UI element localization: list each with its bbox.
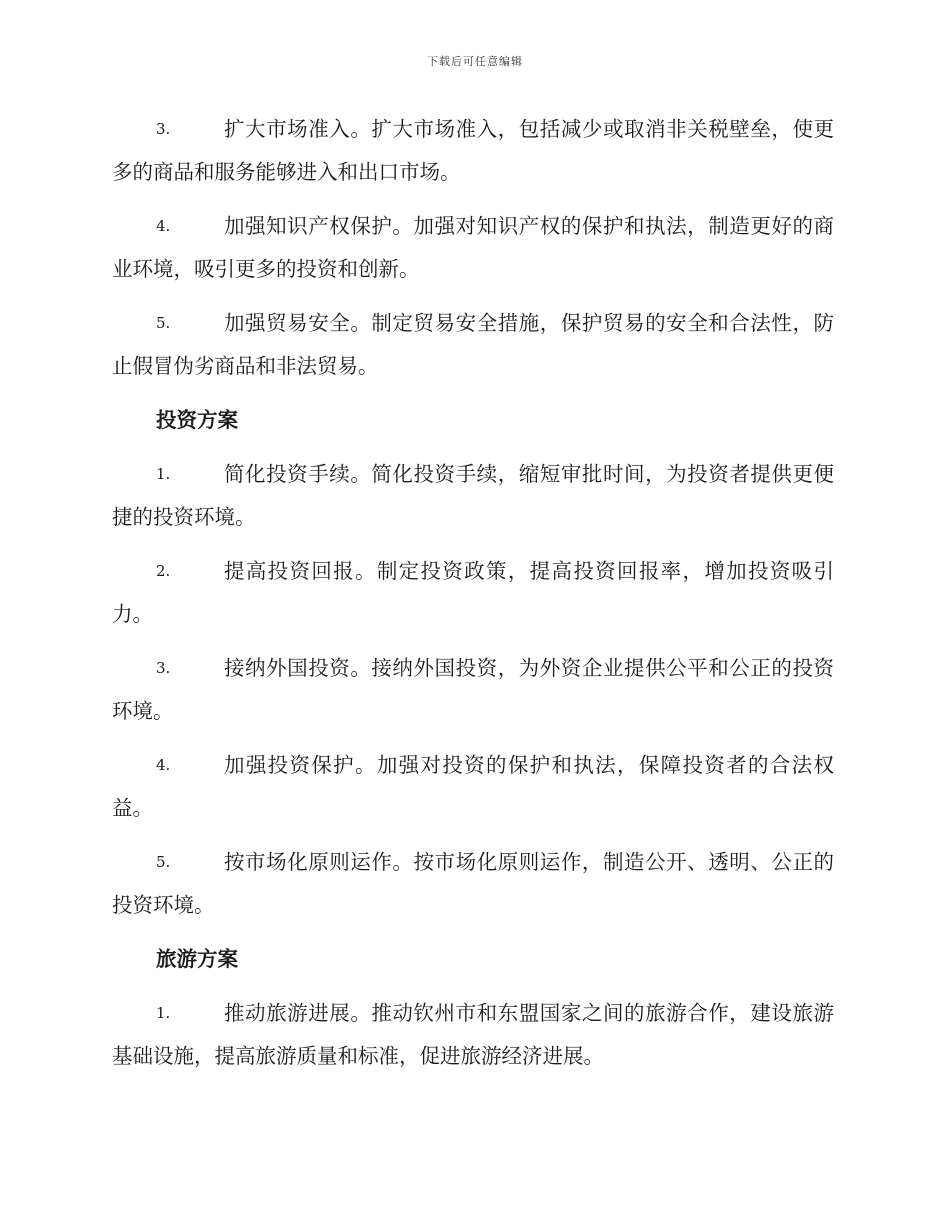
item-number: 2. [156, 562, 171, 580]
list-item [112, 108, 834, 194]
item-text: 按市场化原则运作。按市场化原则运作，制造公开、透明、公正的投资环境。 [112, 850, 834, 917]
item-number: 5. [156, 853, 171, 871]
item-text: 扩大市场准入。扩大市场准入，包括减少或取消非关税壁垒，使更多的商品和服务能够进入和出口市场。 [112, 117, 834, 184]
document-body [112, 108, 834, 1089]
item-text: 简化投资手续。简化投资手续，缩短审批时间，为投资者提供更便捷的投资环境。 [112, 462, 834, 529]
list-item [112, 550, 834, 636]
item-text: 加强知识产权保护。加强对知识产权的保护和执法，制造更好的商业环境，吸引更多的投资和创新。 [112, 214, 834, 281]
section-heading-investment: 投资方案 [156, 408, 238, 432]
item-number: 4. [156, 756, 171, 774]
item-number: 3. [156, 659, 171, 677]
list-item [112, 647, 834, 733]
section-heading-tourism: 旅游方案 [156, 947, 238, 971]
item-text: 推动旅游进展。推动钦州市和东盟国家之间的旅游合作，建设旅游基础设施，提高旅游质量和标准，促进旅游经济进展。 [112, 1001, 834, 1068]
page-header: 下载后可任意编辑 [427, 55, 523, 68]
list-item [112, 302, 834, 388]
list-item [112, 841, 834, 927]
item-text: 接纳外国投资。接纳外国投资，为外资企业提供公平和公正的投资环境。 [112, 656, 834, 723]
item-text: 加强投资保护。加强对投资的保护和执法，保障投资者的合法权益。 [112, 753, 834, 820]
item-text: 提高投资回报。制定投资政策，提高投资回报率，增加投资吸引力。 [112, 559, 834, 626]
item-text: 加强贸易安全。制定贸易安全措施，保护贸易的安全和合法性，防止假冒伪劣商品和非法贸易。 [112, 311, 834, 378]
item-number: 3. [156, 120, 171, 138]
item-number: 1. [156, 465, 171, 483]
list-item [112, 453, 834, 539]
item-number: 1. [156, 1004, 171, 1022]
list-item [112, 992, 834, 1078]
item-number: 5. [156, 314, 171, 332]
item-number: 4. [156, 217, 171, 235]
list-item [112, 205, 834, 291]
list-item [112, 744, 834, 830]
